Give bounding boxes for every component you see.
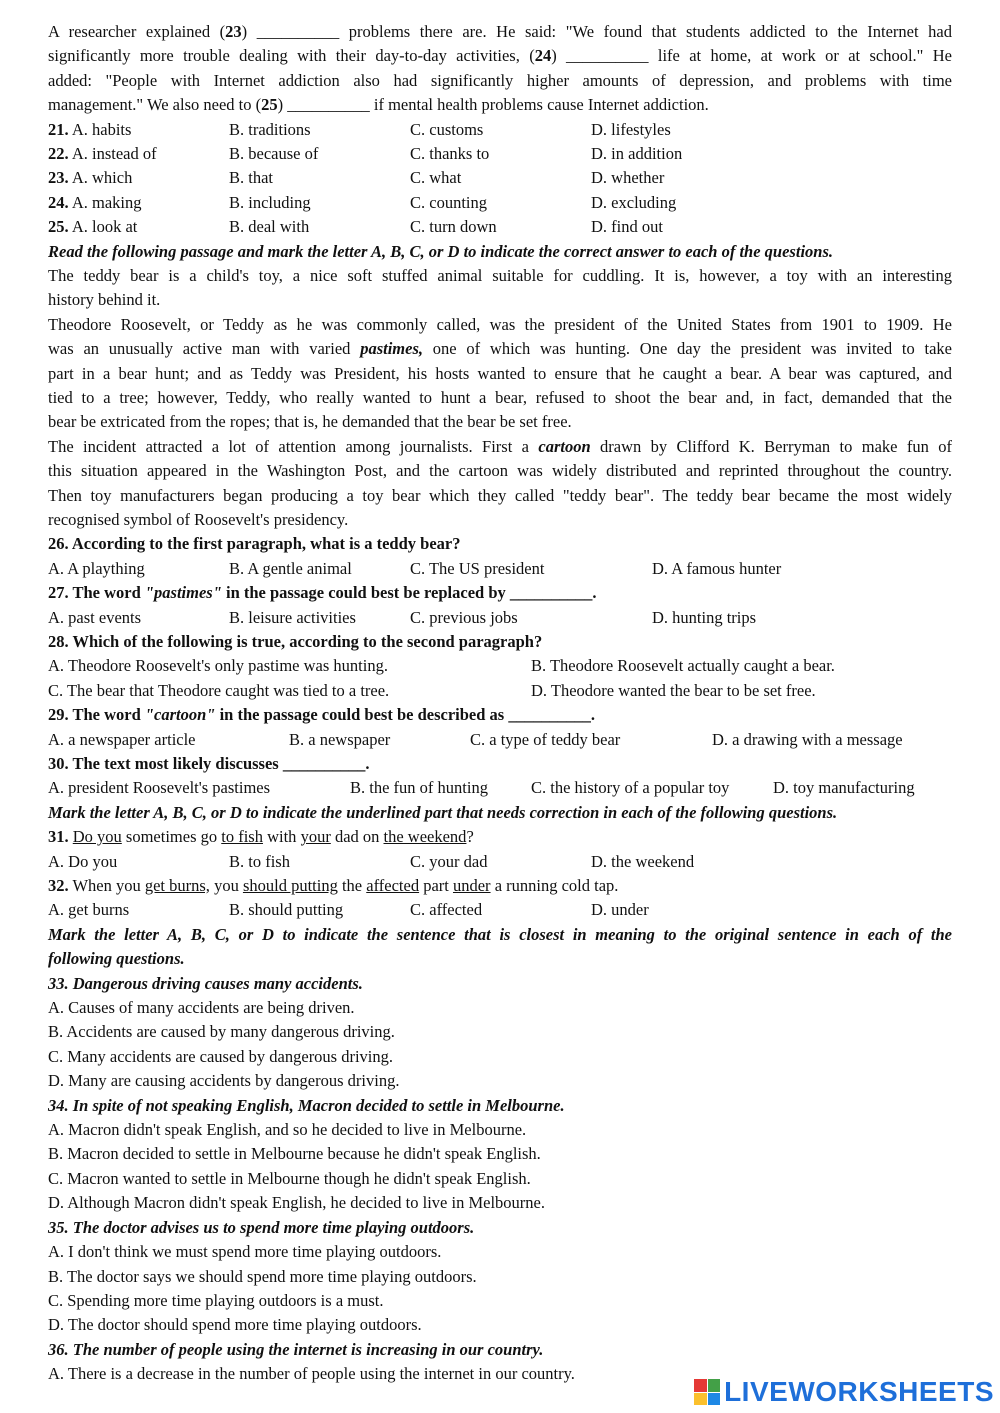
option-c[interactable]: C. turn down — [410, 217, 497, 237]
passage-line: tied to a tree; however, Teddy, who really wanted to hunt a bear, refused to shoot the bear and, in fact, demanded that the — [48, 388, 952, 408]
intro-line: A researcher explained (23) __________ problems there are. He said: "We found that students addicted to the Internet had — [48, 22, 952, 41]
question-number: 22. — [48, 144, 69, 164]
option-d[interactable]: D. under — [591, 900, 649, 920]
option-c[interactable]: C. your dad — [410, 851, 488, 871]
keyword-cartoon: cartoon — [538, 436, 591, 456]
question-28-stem: 28. Which of the following is true, according to the second paragraph? — [48, 632, 543, 652]
question-34-stem: 34. In spite of not speaking English, Macron decided to settle in Melbourne. — [48, 1095, 565, 1115]
option-a[interactable]: A. president Roosevelt's pastimes — [48, 778, 271, 798]
option-c[interactable]: C. what — [410, 168, 462, 188]
question-32-options — [48, 898, 952, 922]
passage-line: history behind it. — [48, 290, 161, 310]
option-c[interactable]: C. Spending more time playing outdoors is a must. — [48, 1290, 384, 1310]
option-a[interactable]: A. which — [71, 168, 133, 188]
option-a[interactable]: A. Theodore Roosevelt's only pastime was hunting. — [48, 656, 388, 676]
option-c[interactable]: C. customs — [410, 119, 484, 139]
question-30-stem: 30. The text most likely discusses __________. — [48, 754, 370, 774]
option-c[interactable]: C. Macron wanted to settle in Melbourne though he didn't speak English. — [48, 1168, 531, 1188]
option-b[interactable]: B. traditions — [229, 119, 311, 139]
intro-line: added: "People with Internet addiction also had significantly higher amounts of depression, and problems with time — [48, 70, 952, 90]
question-number: 25. — [48, 217, 69, 237]
question-26-stem: 26. According to the first paragraph, what is a teddy bear? — [48, 534, 461, 554]
option-b[interactable]: B. to fish — [229, 851, 290, 871]
question-29-stem: 29. The word "cartoon" in the passage could best be described as __________. — [48, 705, 595, 725]
brand-name: LIVEWORKSHEETS — [724, 1376, 994, 1407]
option-c[interactable]: C. a type of teddy bear — [470, 729, 621, 749]
option-a[interactable]: A. habits — [71, 119, 132, 139]
question-23 — [48, 166, 952, 190]
option-d[interactable]: D. Many are causing accidents by dangerous driving. — [48, 1071, 400, 1091]
question-28-options — [48, 654, 952, 678]
option-d[interactable]: D. lifestyles — [591, 119, 671, 139]
option-b[interactable]: B. that — [229, 168, 273, 188]
option-a[interactable]: A. There is a decrease in the number of people using the internet in our country. — [48, 1364, 575, 1384]
question-32-stem: 32. When you get burns, you should putting the affected part under a running cold tap. — [48, 876, 619, 896]
passage-line: bear be extricated from the ropes; that is, he demanded that the bear be set free. — [48, 412, 572, 432]
option-b[interactable]: B. Macron decided to settle in Melbourne because he didn't speak English. — [48, 1144, 541, 1164]
option-a[interactable]: A. look at — [71, 217, 138, 237]
question-27-stem: 27. The word "pastimes" in the passage could best be replaced by __________. — [48, 583, 597, 603]
option-d[interactable]: D. a drawing with a message — [712, 729, 903, 749]
option-c[interactable]: C. Many accidents are caused by dangerous driving. — [48, 1046, 394, 1066]
option-a[interactable]: A. making — [71, 192, 142, 212]
passage-line: The teddy bear is a child's toy, a nice soft stuffed animal suitable for cuddling. It is, however, a toy with an interesting — [48, 265, 952, 285]
option-a[interactable]: A. A plaything — [48, 558, 145, 578]
passage-line: part in a bear hunt; and as Teddy was President, his hosts wanted to ensure that he caught a bear. A bear was captured, and — [48, 363, 952, 383]
question-35-stem: 35. The doctor advises us to spend more time playing outdoors. — [48, 1217, 475, 1237]
passage-line: Theodore Roosevelt, or Teddy as he was commonly called, was the president of the United States from 1901 to 1909. He — [48, 314, 952, 334]
option-c[interactable]: C. counting — [410, 192, 487, 212]
option-c[interactable]: C. thanks to — [410, 144, 490, 164]
option-a[interactable]: A. get burns — [48, 900, 130, 920]
question-30-options — [48, 776, 952, 800]
option-c[interactable]: C. affected — [410, 900, 483, 920]
option-a[interactable]: A. past events — [48, 607, 142, 627]
section-instruction: following questions. — [48, 949, 185, 969]
option-d[interactable]: D. the weekend — [591, 851, 695, 871]
option-a[interactable]: A. Macron didn't speak English, and so he decided to live in Melbourne. — [48, 1120, 527, 1140]
question-31-options — [48, 850, 952, 874]
option-b[interactable]: B. leisure activities — [229, 607, 356, 627]
question-24 — [48, 191, 952, 215]
option-d[interactable]: D. hunting trips — [652, 607, 757, 627]
option-b[interactable]: B. Theodore Roosevelt actually caught a bear. — [531, 656, 835, 676]
section-instruction: Mark the letter A, B, C, or D to indicate the sentence that is closest in meaning to the original sentence in each of the — [48, 924, 952, 944]
question-number: 24. — [48, 192, 69, 212]
option-c[interactable]: C. The US president — [410, 558, 545, 578]
question-28-options — [48, 679, 952, 703]
option-a[interactable]: A. instead of — [71, 144, 157, 164]
question-29-options — [48, 728, 952, 752]
liveworksheets-logo — [694, 1375, 994, 1409]
option-a[interactable]: A. Do you — [48, 851, 118, 871]
question-25 — [48, 215, 952, 239]
passage-line: was an unusually active man with varied pastimes, one of which was hunting. One day the president was invited to take — [48, 339, 952, 359]
question-27-options — [48, 606, 952, 630]
option-d[interactable]: D. whether — [591, 168, 665, 188]
option-b[interactable]: B. the fun of hunting — [350, 778, 488, 798]
option-a[interactable]: A. a newspaper article — [48, 729, 196, 749]
option-c[interactable]: C. the history of a popular toy — [531, 778, 730, 798]
option-d[interactable]: D. A famous hunter — [652, 558, 782, 578]
option-d[interactable]: D. Although Macron didn't speak English, he decided to live in Melbourne. — [48, 1193, 545, 1213]
option-b[interactable]: B. a newspaper — [289, 729, 391, 749]
section-instruction: Mark the letter A, B, C, or D to indicate the underlined part that needs correction in each of the following questions. — [48, 802, 838, 822]
question-31-stem: 31. Do you sometimes go to fish with your dad on the weekend? — [48, 827, 474, 847]
keyword-pastimes: pastimes, — [360, 339, 424, 359]
option-d[interactable]: D. toy manufacturing — [773, 778, 915, 798]
option-d[interactable]: D. excluding — [591, 192, 677, 212]
question-number: 21. — [48, 119, 69, 139]
question-33-stem: 33. Dangerous driving causes many accidents. — [48, 973, 363, 993]
option-c[interactable]: C. previous jobs — [410, 607, 518, 627]
question-number: 23. — [48, 168, 69, 188]
passage-line: The incident attracted a lot of attention among journalists. First a cartoon drawn by Clifford K. Berryman to make fun of — [48, 436, 952, 456]
passage-line: Then toy manufacturers began producing a toy bear which they called "teddy bear". The teddy bear became the most widely — [48, 485, 952, 505]
worksheet-page — [48, 20, 952, 1387]
option-c[interactable]: C. The bear that Theodore caught was tied to a tree. — [48, 680, 390, 700]
option-d[interactable]: D. find out — [591, 217, 663, 237]
option-b[interactable]: B. because of — [229, 144, 319, 164]
passage-line: recognised symbol of Roosevelt's presidency. — [48, 510, 349, 530]
intro-line: significantly more trouble dealing with their day-to-day activities, (24) __________ life at home, at work or at school." He — [48, 46, 952, 66]
passage-line: this situation appeared in the Washington Post, and the cartoon was widely distributed and reprinted throughout the country. — [48, 461, 952, 481]
brand-logo-icon — [694, 1379, 720, 1405]
option-b[interactable]: B. A gentle animal — [229, 558, 352, 578]
option-a[interactable]: A. I don't think we must spend more time playing outdoors. — [48, 1242, 442, 1262]
option-b[interactable]: B. including — [229, 192, 311, 212]
question-21 — [48, 118, 952, 142]
intro-line: management." We also need to (25) __________ if mental health problems cause Internet addiction. — [48, 95, 709, 115]
section-instruction: Read the following passage and mark the letter A, B, C, or D to indicate the correct answer to each of the questions. — [48, 241, 833, 261]
option-b[interactable]: B. deal with — [229, 217, 310, 237]
question-22 — [48, 142, 952, 166]
option-b[interactable]: B. The doctor says we should spend more time playing outdoors. — [48, 1266, 477, 1286]
option-b[interactable]: B. should putting — [229, 900, 344, 920]
option-b[interactable]: B. Accidents are caused by many dangerous driving. — [48, 1022, 395, 1042]
option-a[interactable]: A. Causes of many accidents are being driven. — [48, 998, 355, 1018]
question-26-options — [48, 557, 952, 581]
option-d[interactable]: D. Theodore wanted the bear to be set free. — [531, 680, 816, 700]
option-d[interactable]: D. in addition — [591, 144, 683, 164]
option-d[interactable]: D. The doctor should spend more time playing outdoors. — [48, 1315, 422, 1335]
question-36-stem: 36. The number of people using the internet is increasing in our country. — [48, 1339, 544, 1359]
